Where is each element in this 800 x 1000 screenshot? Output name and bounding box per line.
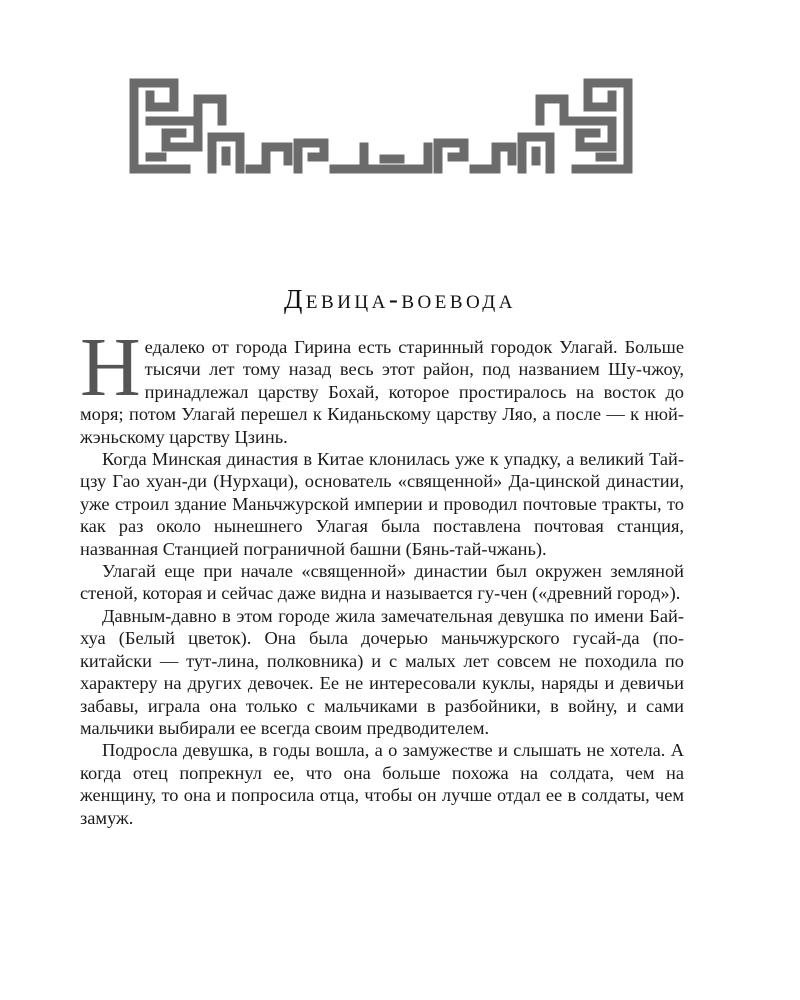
drop-cap: Н bbox=[80, 321, 141, 414]
paragraph: Улагай еще при начале «священной» династии был окружен земляной стеной, которая и сейчас даже видна и называется гу-чен («древний город»). bbox=[80, 561, 684, 604]
paragraph: Подросла девушка, в годы вошла, а о замужестве и слышать не хотела. А когда отец попрекнул ее, что она больше похожа на солдата, чем на женщину, то она и попросила отца, чтобы он лучше отдал ее в солдаты, чем замуж. bbox=[80, 740, 684, 828]
paragraph bbox=[80, 321, 684, 448]
paragraph: Давным-давно в этом городе жила замечательная девушка по имени Бай-хуа (Белый цветок). Она была дочерью маньчжурского гусай-да (по-китайски — тут-лина, полковника) и с малых лет совсем не походила по характеру на других девочек. Ее не интересовали куклы, наряды и девичьи забавы, играла она только с мальчиками в разбойники, в войну, и сами мальчики выбирали ее всегда своим предводителем. bbox=[80, 605, 684, 738]
body-text bbox=[80, 321, 684, 829]
chapter-title: Девица-воевода bbox=[284, 284, 516, 314]
paragraph: Когда Минская династия в Китае клонилась уже к упадку, а великий Тай-цзу Гао хуан-ди (Нурхаци), основатель «священной» Да-цинской династии, уже строил здание Маньчжурской империи и проводил почтовые тракты, то как раз около нынешнего Улагая была поставлена почтовая станция, названная Станцией пограничной башни (Бянь-тай-чжань). bbox=[80, 449, 684, 559]
paragraph-text: едалеко от города Гирина есть старинный городок Улагай. Больше тысячи лет тому назад весь этот район, под названием Шу-чжоу, принадлежал царству Бохай, которое простиралось на восток до моря; потом Улагай перешел к Киданьскому царству Ляо, а после — к нюй-жэньскому царству Цзинь. bbox=[80, 337, 684, 447]
meander-ornament-icon bbox=[128, 77, 634, 175]
